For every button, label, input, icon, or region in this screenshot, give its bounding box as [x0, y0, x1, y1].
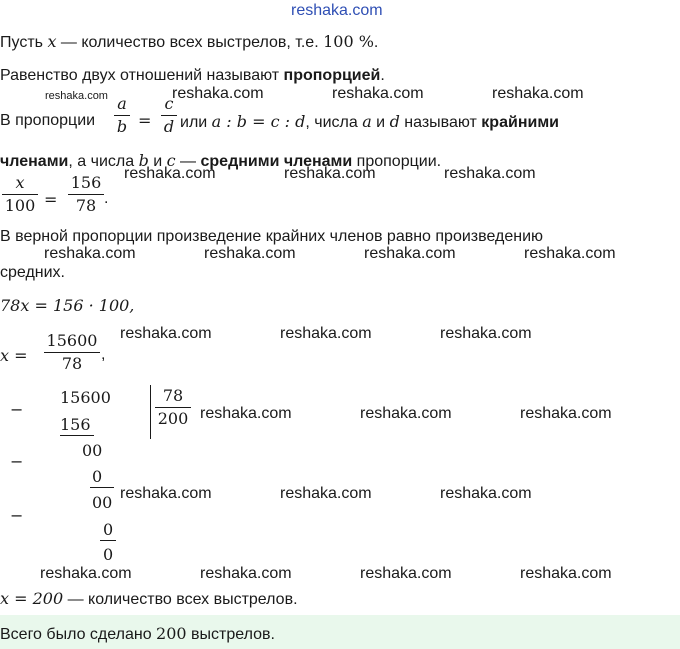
- math-var: b: [138, 151, 149, 170]
- watermark: reshaka.com: [44, 245, 136, 262]
- equals-sign: =: [44, 190, 58, 209]
- line-6: В верной пропорции произведение крайних членов равно произведению: [0, 228, 543, 245]
- line-2: [0, 67, 385, 85]
- text: , числа: [305, 114, 363, 131]
- text: — количество всех выстрелов, т.е.: [56, 34, 324, 51]
- text: и: [371, 114, 390, 131]
- text: —: [175, 153, 201, 170]
- text: Пусть: [0, 34, 48, 51]
- answer-box: [0, 615, 680, 649]
- line-3-rest: [180, 112, 559, 132]
- text: или: [180, 114, 212, 131]
- watermark: reshaka.com: [200, 565, 292, 582]
- watermark: reshaka.com: [172, 85, 264, 102]
- underline: [100, 540, 116, 541]
- subtrahend-3: 0: [103, 520, 114, 539]
- remainder-3: 0: [103, 545, 114, 564]
- fraction-a-b: [114, 93, 130, 138]
- watermark: reshaka.com: [440, 325, 532, 342]
- equals-sign: =: [138, 111, 152, 130]
- math-value: 100 %: [323, 32, 374, 51]
- denominator: 78: [75, 196, 97, 215]
- watermark: reshaka.com: [124, 165, 216, 182]
- math-proportion: a : b = c : d: [211, 112, 306, 131]
- math-var: c: [166, 151, 176, 170]
- text: .: [380, 67, 385, 84]
- division-bracket: [150, 385, 151, 439]
- text: пропорции.: [352, 153, 442, 170]
- term-middle-members: средними членами: [200, 153, 353, 170]
- watermark: reshaka.com: [120, 485, 212, 502]
- text: выстрелов.: [186, 626, 275, 643]
- watermark: reshaka.com: [364, 245, 456, 262]
- math-value: 200: [156, 624, 187, 643]
- watermark: reshaka.com: [45, 90, 108, 102]
- watermark: reshaka.com: [520, 405, 612, 422]
- remainder-1: 00: [82, 441, 103, 460]
- watermark: reshaka.com: [284, 165, 376, 182]
- x-equals: x =: [0, 346, 28, 365]
- remainder-2: 00: [92, 493, 113, 512]
- line-7: средних.: [0, 264, 65, 281]
- text: и: [148, 153, 167, 170]
- divisor: 78: [162, 386, 184, 405]
- fraction-15600-78: [44, 330, 100, 375]
- watermark: reshaka.com: [200, 405, 292, 422]
- text: .: [373, 34, 379, 51]
- divisor-quotient: [155, 385, 191, 430]
- subtrahend-2: 0: [92, 467, 103, 486]
- term-members: членами: [0, 153, 69, 170]
- comma: ,: [101, 346, 106, 363]
- minus-sign: −: [10, 400, 24, 419]
- denominator: 78: [61, 354, 83, 373]
- math-result: x = 200: [0, 589, 64, 608]
- denominator: b: [116, 117, 128, 136]
- answer-text: [0, 624, 275, 644]
- term-proportion: пропорцией: [283, 67, 381, 84]
- equation-78x: 78x = 156 · 100,: [0, 296, 135, 315]
- watermark: reshaka.com: [524, 245, 616, 262]
- minus-sign: −: [10, 506, 24, 525]
- subtrahend-1: 156: [60, 415, 91, 434]
- numerator: a: [117, 94, 127, 113]
- watermark: reshaka.com: [280, 485, 372, 502]
- numerator: c: [164, 94, 174, 113]
- watermark: reshaka.com: [492, 85, 584, 102]
- denominator: d: [163, 117, 175, 136]
- watermark: reshaka.com: [520, 565, 612, 582]
- watermark: reshaka.com: [280, 325, 372, 342]
- watermark: reshaka.com: [332, 85, 424, 102]
- dividend: 15600: [60, 388, 111, 407]
- watermark: reshaka.com: [120, 325, 212, 342]
- text: — количество всех выстрелов.: [63, 591, 298, 608]
- line-1: [0, 32, 378, 52]
- watermark: reshaka.com: [440, 485, 532, 502]
- minus-sign: −: [10, 452, 24, 471]
- fraction-156-78: [68, 172, 104, 217]
- watermark: reshaka.com: [360, 565, 452, 582]
- watermark: reshaka.com: [204, 245, 296, 262]
- text: называют: [399, 114, 482, 131]
- watermark: reshaka.com: [360, 405, 452, 422]
- math-var: a: [362, 112, 372, 131]
- line-3-text: В пропорции: [0, 112, 96, 129]
- watermark: reshaka.com: [40, 565, 132, 582]
- underline: [90, 487, 114, 488]
- period: .: [104, 190, 109, 207]
- site-link[interactable]: reshaka.com: [291, 2, 383, 19]
- underline: [60, 435, 94, 436]
- quotient: 200: [157, 409, 189, 428]
- numerator: x: [15, 173, 25, 192]
- watermark: reshaka.com: [444, 165, 536, 182]
- fraction-x-100: [2, 172, 38, 217]
- math-var: d: [389, 112, 400, 131]
- math-var: x: [47, 32, 57, 51]
- line-result: [0, 589, 298, 609]
- text: Равенство двух отношений называют: [0, 67, 284, 84]
- denominator: 100: [4, 196, 36, 215]
- numerator: 156: [70, 173, 102, 192]
- text: Всего было сделано: [0, 626, 157, 643]
- numerator: 15600: [46, 331, 98, 350]
- term-extreme: крайними: [481, 114, 559, 131]
- text: , а числа: [68, 153, 139, 170]
